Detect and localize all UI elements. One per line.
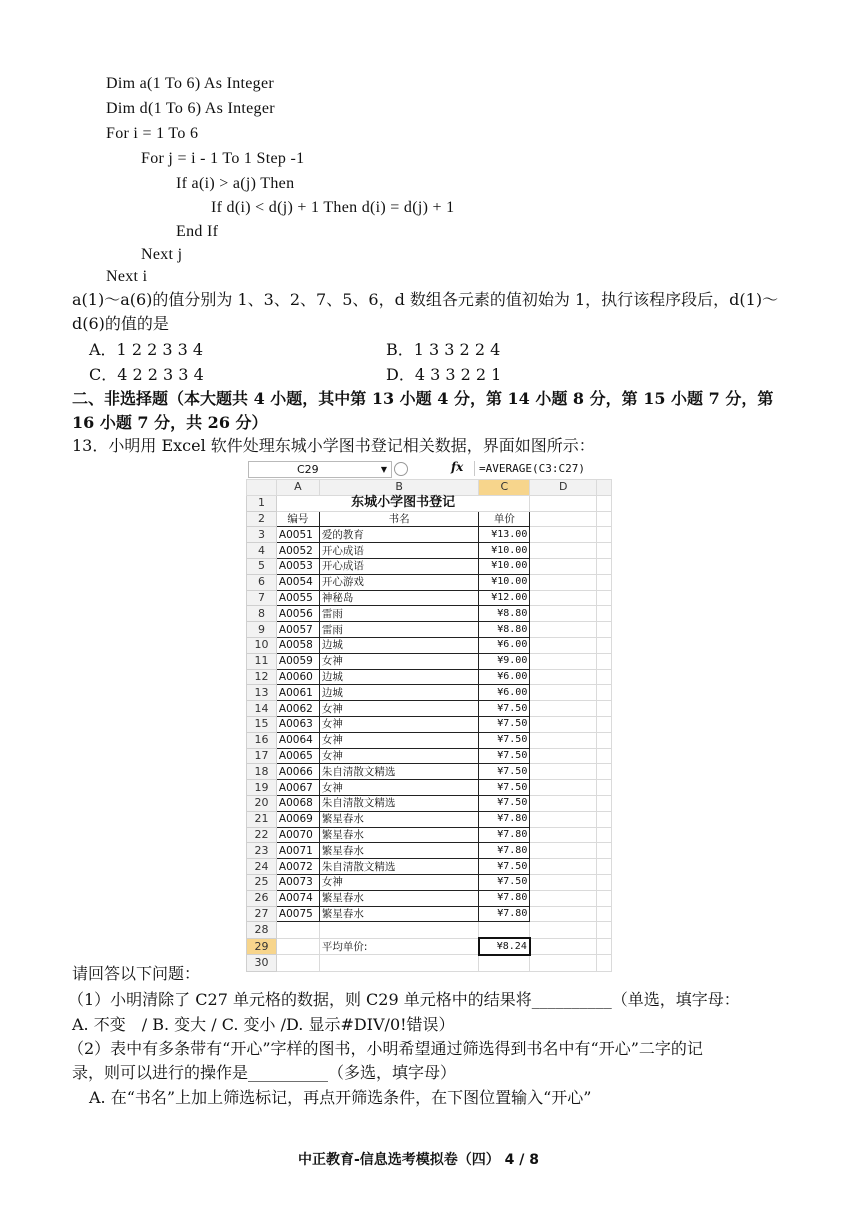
- row-header[interactable]: 2: [247, 511, 277, 527]
- fx-icon[interactable]: fx: [451, 460, 464, 474]
- cell[interactable]: [530, 701, 597, 717]
- cell[interactable]: [530, 938, 597, 955]
- cell-title[interactable]: 边城: [319, 685, 479, 701]
- cell-id[interactable]: A0073: [276, 874, 319, 890]
- table-row: [247, 874, 612, 890]
- table-row: [247, 685, 612, 701]
- row-header[interactable]: 25: [247, 874, 277, 890]
- cell-price[interactable]: ¥7.50: [479, 795, 530, 811]
- cell[interactable]: [597, 811, 612, 827]
- cell[interactable]: [597, 780, 612, 796]
- cell[interactable]: [530, 590, 597, 606]
- cell[interactable]: [530, 764, 597, 780]
- cell[interactable]: [530, 669, 597, 685]
- cell[interactable]: [530, 859, 597, 875]
- cell[interactable]: [597, 606, 612, 622]
- question-text: a(1)～a(6)的值分别为 1、3、2、7、5、6，d 数组各元素的值初始为 1，执行该程序段后，d(1)～: [72, 290, 779, 309]
- row-header[interactable]: 29: [247, 938, 277, 955]
- cell-id[interactable]: A0074: [276, 890, 319, 906]
- row-header[interactable]: 27: [247, 906, 277, 922]
- cell-price[interactable]: ¥10.00: [479, 574, 530, 590]
- table-row: [247, 859, 612, 875]
- cell-price[interactable]: ¥7.50: [479, 716, 530, 732]
- cell-price[interactable]: ¥7.50: [479, 764, 530, 780]
- row-header[interactable]: 13: [247, 685, 277, 701]
- question-13-intro: 13．小明用 Excel 软件处理东城小学图书登记相关数据，界面如图所示：: [72, 436, 595, 455]
- row-header[interactable]: 17: [247, 748, 277, 764]
- cell-title[interactable]: 女神: [319, 780, 479, 796]
- code-line: Next j: [141, 246, 183, 263]
- row-header[interactable]: 8: [247, 606, 277, 622]
- name-box[interactable]: [248, 461, 392, 478]
- cell-id[interactable]: A0058: [276, 637, 319, 653]
- code-line: If a(i) > a(j) Then: [176, 175, 295, 192]
- cell[interactable]: [276, 922, 319, 938]
- table-row: [247, 527, 612, 543]
- cell-id[interactable]: A0064: [276, 732, 319, 748]
- cell[interactable]: [597, 543, 612, 559]
- page-footer: 中正教育-信息选考模拟卷（四） 4 / 8: [298, 1152, 540, 1168]
- cell[interactable]: [597, 795, 612, 811]
- cell[interactable]: [597, 590, 612, 606]
- cell-price[interactable]: ¥6.00: [479, 685, 530, 701]
- cell[interactable]: [597, 732, 612, 748]
- table-row: [247, 843, 612, 859]
- cell[interactable]: [597, 622, 612, 638]
- table-row: [247, 795, 612, 811]
- row-header[interactable]: 26: [247, 890, 277, 906]
- cell-price[interactable]: ¥6.00: [479, 669, 530, 685]
- table-row: [247, 574, 612, 590]
- cell-title[interactable]: 雷雨: [319, 606, 479, 622]
- row-header[interactable]: 28: [247, 922, 277, 938]
- excel-screenshot: [246, 459, 612, 970]
- cell[interactable]: [597, 716, 612, 732]
- cell-price[interactable]: ¥7.80: [479, 890, 530, 906]
- cell-id[interactable]: A0066: [276, 764, 319, 780]
- cancel-circle-icon: [394, 462, 408, 476]
- cell-price[interactable]: ¥7.50: [479, 780, 530, 796]
- cell-title[interactable]: 朱自清散文精选: [319, 795, 479, 811]
- table-row: [247, 495, 612, 511]
- cell-id[interactable]: A0063: [276, 716, 319, 732]
- name-box-value: C29: [297, 463, 319, 476]
- cell-price[interactable]: ¥8.80: [479, 606, 530, 622]
- table-row: [247, 780, 612, 796]
- cell[interactable]: [530, 527, 597, 543]
- table-row: [247, 511, 612, 527]
- cell[interactable]: [479, 922, 530, 938]
- row-header[interactable]: 3: [247, 527, 277, 543]
- cell[interactable]: [530, 843, 597, 859]
- cell[interactable]: [530, 495, 597, 511]
- column-header-c[interactable]: C: [479, 480, 530, 496]
- option-c: C．4 2 2 3 3 4: [89, 365, 204, 384]
- question-text: d(6)的值的是: [72, 314, 169, 333]
- code-line: Dim d(1 To 6) As Integer: [106, 100, 275, 117]
- cell[interactable]: [597, 843, 612, 859]
- cell-price[interactable]: ¥13.00: [479, 527, 530, 543]
- cell-title[interactable]: 女神: [319, 716, 479, 732]
- row-header[interactable]: 4: [247, 543, 277, 559]
- cell-id[interactable]: A0071: [276, 843, 319, 859]
- cell-title[interactable]: 繁星春水: [319, 811, 479, 827]
- column-header-row: [247, 480, 612, 496]
- column-header-e[interactable]: [597, 480, 612, 496]
- cell[interactable]: [597, 827, 612, 843]
- cell[interactable]: [597, 906, 612, 922]
- table-row: [247, 748, 612, 764]
- cell-title[interactable]: 雷雨: [319, 622, 479, 638]
- row-header[interactable]: 5: [247, 558, 277, 574]
- cell[interactable]: [530, 653, 597, 669]
- cell[interactable]: [530, 511, 597, 527]
- column-header-d[interactable]: D: [530, 480, 597, 496]
- cell-price[interactable]: ¥7.80: [479, 906, 530, 922]
- row-header[interactable]: 12: [247, 669, 277, 685]
- cell-id[interactable]: A0057: [276, 622, 319, 638]
- cell-title[interactable]: 开心游戏: [319, 574, 479, 590]
- table-row: [247, 558, 612, 574]
- table-row: [247, 701, 612, 717]
- row-header[interactable]: 19: [247, 780, 277, 796]
- cell[interactable]: [530, 906, 597, 922]
- option-d: D．4 3 3 2 2 1: [386, 365, 502, 384]
- row-header[interactable]: 10: [247, 637, 277, 653]
- section-heading: 16 小题 7 分，共 26 分）: [72, 413, 268, 432]
- cell-price[interactable]: ¥7.50: [479, 732, 530, 748]
- option-a: A．1 2 2 3 3 4: [89, 340, 204, 359]
- cell[interactable]: [597, 527, 612, 543]
- question-2-text: 录，则可以进行的操作是__________（多选，填字母）: [72, 1063, 457, 1082]
- cell[interactable]: [530, 685, 597, 701]
- cell[interactable]: [319, 955, 479, 971]
- option-b: B．1 3 3 2 2 4: [386, 340, 501, 359]
- cell[interactable]: [530, 795, 597, 811]
- cell[interactable]: [530, 574, 597, 590]
- table-row: [247, 622, 612, 638]
- cell-title[interactable]: 朱自清散文精选: [319, 764, 479, 780]
- question-2-option-a: A. 在“书名”上加上筛选标记，再点开筛选条件，在下图位置输入“开心”: [89, 1088, 592, 1107]
- row-header[interactable]: 21: [247, 811, 277, 827]
- cell-title[interactable]: 边城: [319, 669, 479, 685]
- row-header[interactable]: 16: [247, 732, 277, 748]
- cell[interactable]: [597, 495, 612, 511]
- header-cell-id[interactable]: 编号: [276, 511, 319, 527]
- cell-id[interactable]: A0069: [276, 811, 319, 827]
- cell-title[interactable]: 女神: [319, 701, 479, 717]
- cell[interactable]: [597, 922, 612, 938]
- row-header[interactable]: 6: [247, 574, 277, 590]
- row-header[interactable]: 7: [247, 590, 277, 606]
- cell-id[interactable]: A0065: [276, 748, 319, 764]
- cell[interactable]: [530, 558, 597, 574]
- cell-price[interactable]: ¥8.80: [479, 622, 530, 638]
- row-header[interactable]: 30: [247, 955, 277, 971]
- table-row: [247, 955, 612, 971]
- cell-title[interactable]: 女神: [319, 874, 479, 890]
- sheet-title[interactable]: 东城小学图书登记: [276, 495, 529, 511]
- code-line: For i = 1 To 6: [106, 125, 199, 142]
- cell-price[interactable]: ¥10.00: [479, 543, 530, 559]
- table-row: [247, 653, 612, 669]
- cell[interactable]: [530, 874, 597, 890]
- cell[interactable]: [530, 827, 597, 843]
- question-1-choices: A. 不变 / B. 变大 / C. 变小 /D. 显示#DIV/0!错误）: [72, 1015, 455, 1034]
- cell[interactable]: [530, 732, 597, 748]
- table-row: [247, 606, 612, 622]
- header-cell-title[interactable]: 书名: [319, 511, 479, 527]
- cell[interactable]: [597, 685, 612, 701]
- cell-id[interactable]: A0061: [276, 685, 319, 701]
- cell-price[interactable]: ¥7.50: [479, 748, 530, 764]
- code-line: Dim a(1 To 6) As Integer: [106, 75, 274, 92]
- cell[interactable]: [597, 637, 612, 653]
- cell-title[interactable]: 女神: [319, 748, 479, 764]
- cell-title[interactable]: 朱自清散文精选: [319, 859, 479, 875]
- cell-id[interactable]: A0056: [276, 606, 319, 622]
- table-row: [247, 938, 612, 955]
- row-header[interactable]: 20: [247, 795, 277, 811]
- cell-price[interactable]: ¥7.80: [479, 843, 530, 859]
- chevron-down-icon: ▼: [380, 465, 387, 474]
- row-header[interactable]: 9: [247, 622, 277, 638]
- table-row: [247, 669, 612, 685]
- cell-title[interactable]: 繁星春水: [319, 906, 479, 922]
- cell-id[interactable]: A0072: [276, 859, 319, 875]
- cell-id[interactable]: A0067: [276, 780, 319, 796]
- select-all-corner[interactable]: [247, 480, 277, 496]
- cell-id[interactable]: A0052: [276, 543, 319, 559]
- sheet-grid: [246, 479, 612, 972]
- question-2-text: （2）表中有多条带有“开心”字样的图书，小明希望通过筛选得到书名中有“开心”二字的记: [68, 1039, 703, 1058]
- code-line: If d(i) < d(j) + 1 Then d(i) = d(j) + 1: [211, 199, 455, 216]
- cell-id[interactable]: A0060: [276, 669, 319, 685]
- cell[interactable]: [530, 922, 597, 938]
- cell-id[interactable]: A0059: [276, 653, 319, 669]
- table-row: [247, 906, 612, 922]
- row-header[interactable]: 15: [247, 716, 277, 732]
- cell[interactable]: [530, 780, 597, 796]
- cell-price[interactable]: ¥7.80: [479, 827, 530, 843]
- code-line: End If: [176, 223, 219, 240]
- table-row: [247, 543, 612, 559]
- cell[interactable]: [530, 811, 597, 827]
- table-row: [247, 811, 612, 827]
- cell-id[interactable]: A0068: [276, 795, 319, 811]
- row-header[interactable]: 18: [247, 764, 277, 780]
- table-row: [247, 764, 612, 780]
- cell[interactable]: [530, 543, 597, 559]
- cell-price[interactable]: ¥7.50: [479, 701, 530, 717]
- table-row: [247, 716, 612, 732]
- cell[interactable]: [597, 558, 612, 574]
- cell-id[interactable]: A0055: [276, 590, 319, 606]
- cell-title[interactable]: 女神: [319, 653, 479, 669]
- cell-price[interactable]: ¥7.80: [479, 811, 530, 827]
- cell[interactable]: [530, 716, 597, 732]
- cell-id[interactable]: A0053: [276, 558, 319, 574]
- cell[interactable]: [597, 701, 612, 717]
- cell[interactable]: [597, 574, 612, 590]
- cell[interactable]: [530, 606, 597, 622]
- cell-title[interactable]: 爱的教育: [319, 527, 479, 543]
- code-line: For j = i - 1 To 1 Step -1: [141, 150, 305, 167]
- header-cell-price[interactable]: 单价: [479, 511, 530, 527]
- row-header[interactable]: 11: [247, 653, 277, 669]
- table-row: [247, 637, 612, 653]
- cell[interactable]: [597, 938, 612, 955]
- cell[interactable]: [479, 955, 530, 971]
- cell[interactable]: [530, 748, 597, 764]
- cell-id[interactable]: A0070: [276, 827, 319, 843]
- column-header-a[interactable]: A: [276, 480, 319, 496]
- row-header[interactable]: 14: [247, 701, 277, 717]
- cell-id[interactable]: A0051: [276, 527, 319, 543]
- cell-title[interactable]: 边城: [319, 637, 479, 653]
- cell-title[interactable]: 开心成语: [319, 558, 479, 574]
- cell[interactable]: [597, 748, 612, 764]
- cell[interactable]: [597, 874, 612, 890]
- table-row: [247, 890, 612, 906]
- cell[interactable]: [597, 764, 612, 780]
- row-header[interactable]: 22: [247, 827, 277, 843]
- cell[interactable]: [597, 859, 612, 875]
- cell[interactable]: [597, 653, 612, 669]
- cell[interactable]: [597, 669, 612, 685]
- average-value-cell[interactable]: ¥8.24: [479, 938, 530, 955]
- cell-title[interactable]: 女神: [319, 732, 479, 748]
- cell[interactable]: [530, 637, 597, 653]
- average-label[interactable]: 平均单价:: [319, 938, 479, 955]
- cell[interactable]: [597, 511, 612, 527]
- cell-id[interactable]: A0054: [276, 574, 319, 590]
- table-row: [247, 922, 612, 938]
- cell[interactable]: [530, 890, 597, 906]
- cell-title[interactable]: 繁星春水: [319, 827, 479, 843]
- cell-title[interactable]: 神秘岛: [319, 590, 479, 606]
- cell-price[interactable]: ¥7.50: [479, 859, 530, 875]
- answer-prompt: 请回答以下问题：: [72, 964, 201, 983]
- cell-title[interactable]: 开心成语: [319, 543, 479, 559]
- column-header-b[interactable]: B: [319, 480, 479, 496]
- cell[interactable]: [276, 955, 319, 971]
- cell-price[interactable]: ¥7.50: [479, 874, 530, 890]
- cell[interactable]: [319, 922, 479, 938]
- cell[interactable]: [530, 622, 597, 638]
- cell-id[interactable]: A0075: [276, 906, 319, 922]
- table-row: [247, 732, 612, 748]
- cell-price[interactable]: ¥12.00: [479, 590, 530, 606]
- row-header[interactable]: 24: [247, 859, 277, 875]
- table-row: [247, 827, 612, 843]
- formula-bar: [246, 459, 612, 480]
- cell-title[interactable]: 繁星春水: [319, 843, 479, 859]
- formula-input[interactable]: =AVERAGE(C3:C27): [474, 461, 613, 476]
- cell-title[interactable]: 繁星春水: [319, 890, 479, 906]
- question-1-text: （1）小明清除了 C27 单元格的数据，则 C29 单元格中的结果将__________（单选，填字母：: [68, 990, 740, 1009]
- cell-price[interactable]: ¥10.00: [479, 558, 530, 574]
- cell[interactable]: [597, 955, 612, 971]
- cell[interactable]: [597, 890, 612, 906]
- code-line: Next i: [106, 268, 148, 285]
- row-header[interactable]: 23: [247, 843, 277, 859]
- cell-id[interactable]: A0062: [276, 701, 319, 717]
- row-header[interactable]: 1: [247, 495, 277, 511]
- cell[interactable]: [276, 938, 319, 955]
- section-heading: 二、非选择题（本大题共 4 小题，其中第 13 小题 4 分，第 14 小题 8 分，第 15 小题 7 分，第: [72, 389, 774, 408]
- table-row: [247, 590, 612, 606]
- cell-price[interactable]: ¥6.00: [479, 637, 530, 653]
- cell[interactable]: [530, 955, 597, 971]
- cell-price[interactable]: ¥9.00: [479, 653, 530, 669]
